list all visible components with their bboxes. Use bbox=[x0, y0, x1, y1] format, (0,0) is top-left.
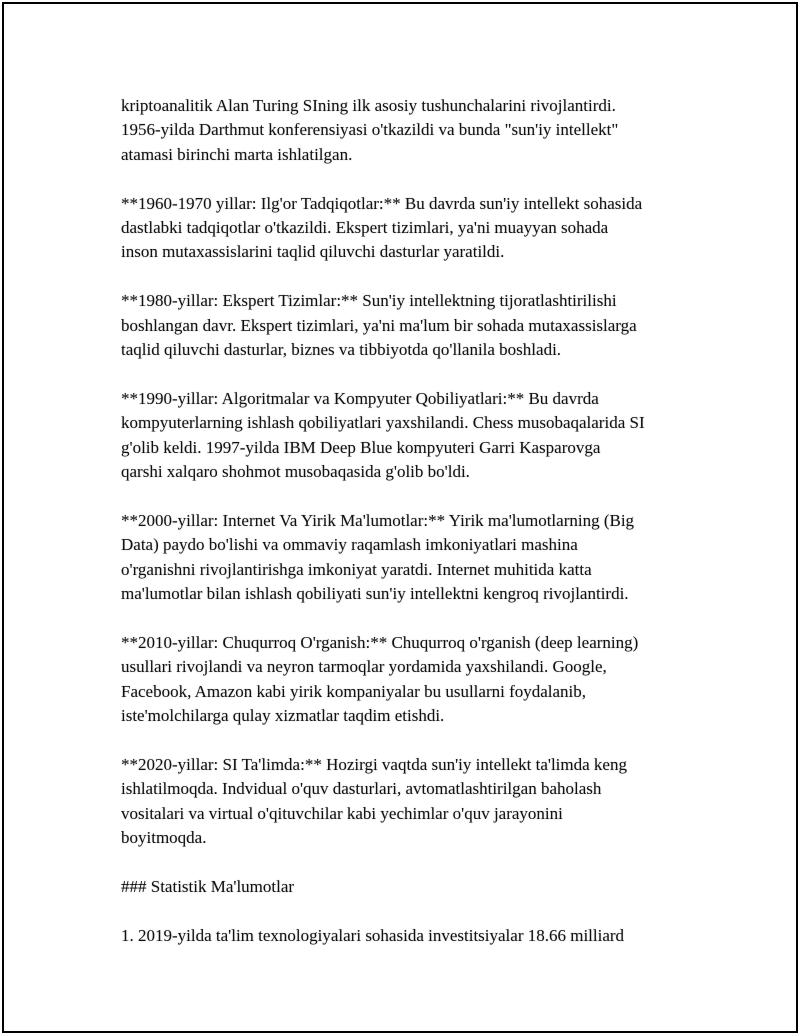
text-line: **1960-1970 yillar: Ilg'or Tadqiqotlar:** Bu davrda sun'iy intellekt sohasida bbox=[121, 193, 643, 213]
text-line: 1. 2019-yilda ta'lim texnologiyalari sohasida investitsiyalar 18.66 milliard bbox=[121, 925, 625, 945]
text-line: ishlatilmoqda. Indvidual o'quv dasturlari, avtomatlashtirilgan baholash bbox=[121, 779, 602, 799]
heading-line: ### Statistik Ma'lumotlar bbox=[121, 876, 295, 896]
text-line: ma'lumotlar bilan ishlash qobiliyati sun'iy intellektni kengroq rivojlantirdi. bbox=[121, 584, 629, 604]
text-line: dastlabki tadqiqotlar o'tkazildi. Ekspert tizimlari, ya'ni muayyan sohada bbox=[121, 218, 609, 238]
paragraph-1990 bbox=[121, 387, 701, 485]
document-body bbox=[121, 94, 701, 972]
section-heading-statistics bbox=[121, 875, 701, 899]
list-item-statistic-1 bbox=[121, 924, 701, 948]
paragraph-1960-1970 bbox=[121, 192, 701, 265]
paragraph-2010 bbox=[121, 631, 701, 729]
text-line: boshlangan davr. Ekspert tizimlari, ya'ni ma'lum bir sohada mutaxassislarga bbox=[121, 315, 637, 335]
text-line: usullari rivojlandi va neyron tarmoqlar yordamida yaxshilandi. Google, bbox=[121, 657, 607, 677]
text-line: **2010-yillar: Chuqurroq O'rganish:** Chuqurroq o'rganish (deep learning) bbox=[121, 632, 639, 652]
text-line: kompyuterlarning ishlash qobiliyatlari yaxshilandi. Chess musobaqalarida SI bbox=[121, 413, 645, 433]
text-line: inson mutaxassislarini taqlid qiluvchi dasturlar yaratildi. bbox=[121, 242, 505, 262]
text-line: g'olib keldi. 1997-yilda IBM Deep Blue kompyuteri Garri Kasparovga bbox=[121, 437, 601, 457]
text-line: vositalari va virtual o'qituvchilar kabi yechimlar o'quv jarayonini bbox=[121, 803, 563, 823]
paragraph-2020 bbox=[121, 753, 701, 851]
text-line: 1956-yilda Darthmut konferensiyasi o'tkazildi va bunda "sun'iy intellekt" bbox=[121, 120, 619, 140]
text-line: Facebook, Amazon kabi yirik kompaniyalar bu usullarni foydalanib, bbox=[121, 681, 587, 701]
text-line: **1990-yillar: Algoritmalar va Kompyuter Qobiliyatlari:** Bu davrda bbox=[121, 388, 599, 408]
text-line: taqlid qiluvchi dasturlar, biznes va tibbiyotda qo'llanila boshladi. bbox=[121, 340, 562, 360]
paragraph-2000 bbox=[121, 509, 701, 607]
text-line: o'rganishni rivojlantirishga imkoniyat yaratdi. Internet muhitida katta bbox=[121, 559, 592, 579]
text-line: qarshi xalqaro shohmot musobaqasida g'olib bo'ldi. bbox=[121, 462, 470, 482]
paragraph-1980 bbox=[121, 289, 701, 362]
text-line: boyitmoqda. bbox=[121, 828, 207, 848]
text-line: **2000-yillar: Internet Va Yirik Ma'lumotlar:** Yirik ma'lumotlarning (Big bbox=[121, 510, 635, 530]
paragraph-turing-intro bbox=[121, 94, 701, 167]
text-line: **1980-yillar: Ekspert Tizimlar:** Sun'iy intellektning tijoratlashtirilishi bbox=[121, 291, 617, 311]
text-line: kriptoanalitik Alan Turing SIning ilk asosiy tushunchalarini rivojlantirdi. bbox=[121, 96, 616, 115]
text-line: **2020-yillar: SI Ta'limda:** Hozirgi vaqtda sun'iy intellekt ta'limda keng bbox=[121, 754, 627, 774]
text-line: iste'molchilarga qulay xizmatlar taqdim etishdi. bbox=[121, 706, 445, 726]
text-line: atamasi birinchi marta ishlatilgan. bbox=[121, 144, 353, 164]
text-line: Data) paydo bo'lishi va ommaviy raqamlash imkoniyatlari mashina bbox=[121, 535, 578, 555]
page-frame bbox=[2, 2, 798, 1033]
